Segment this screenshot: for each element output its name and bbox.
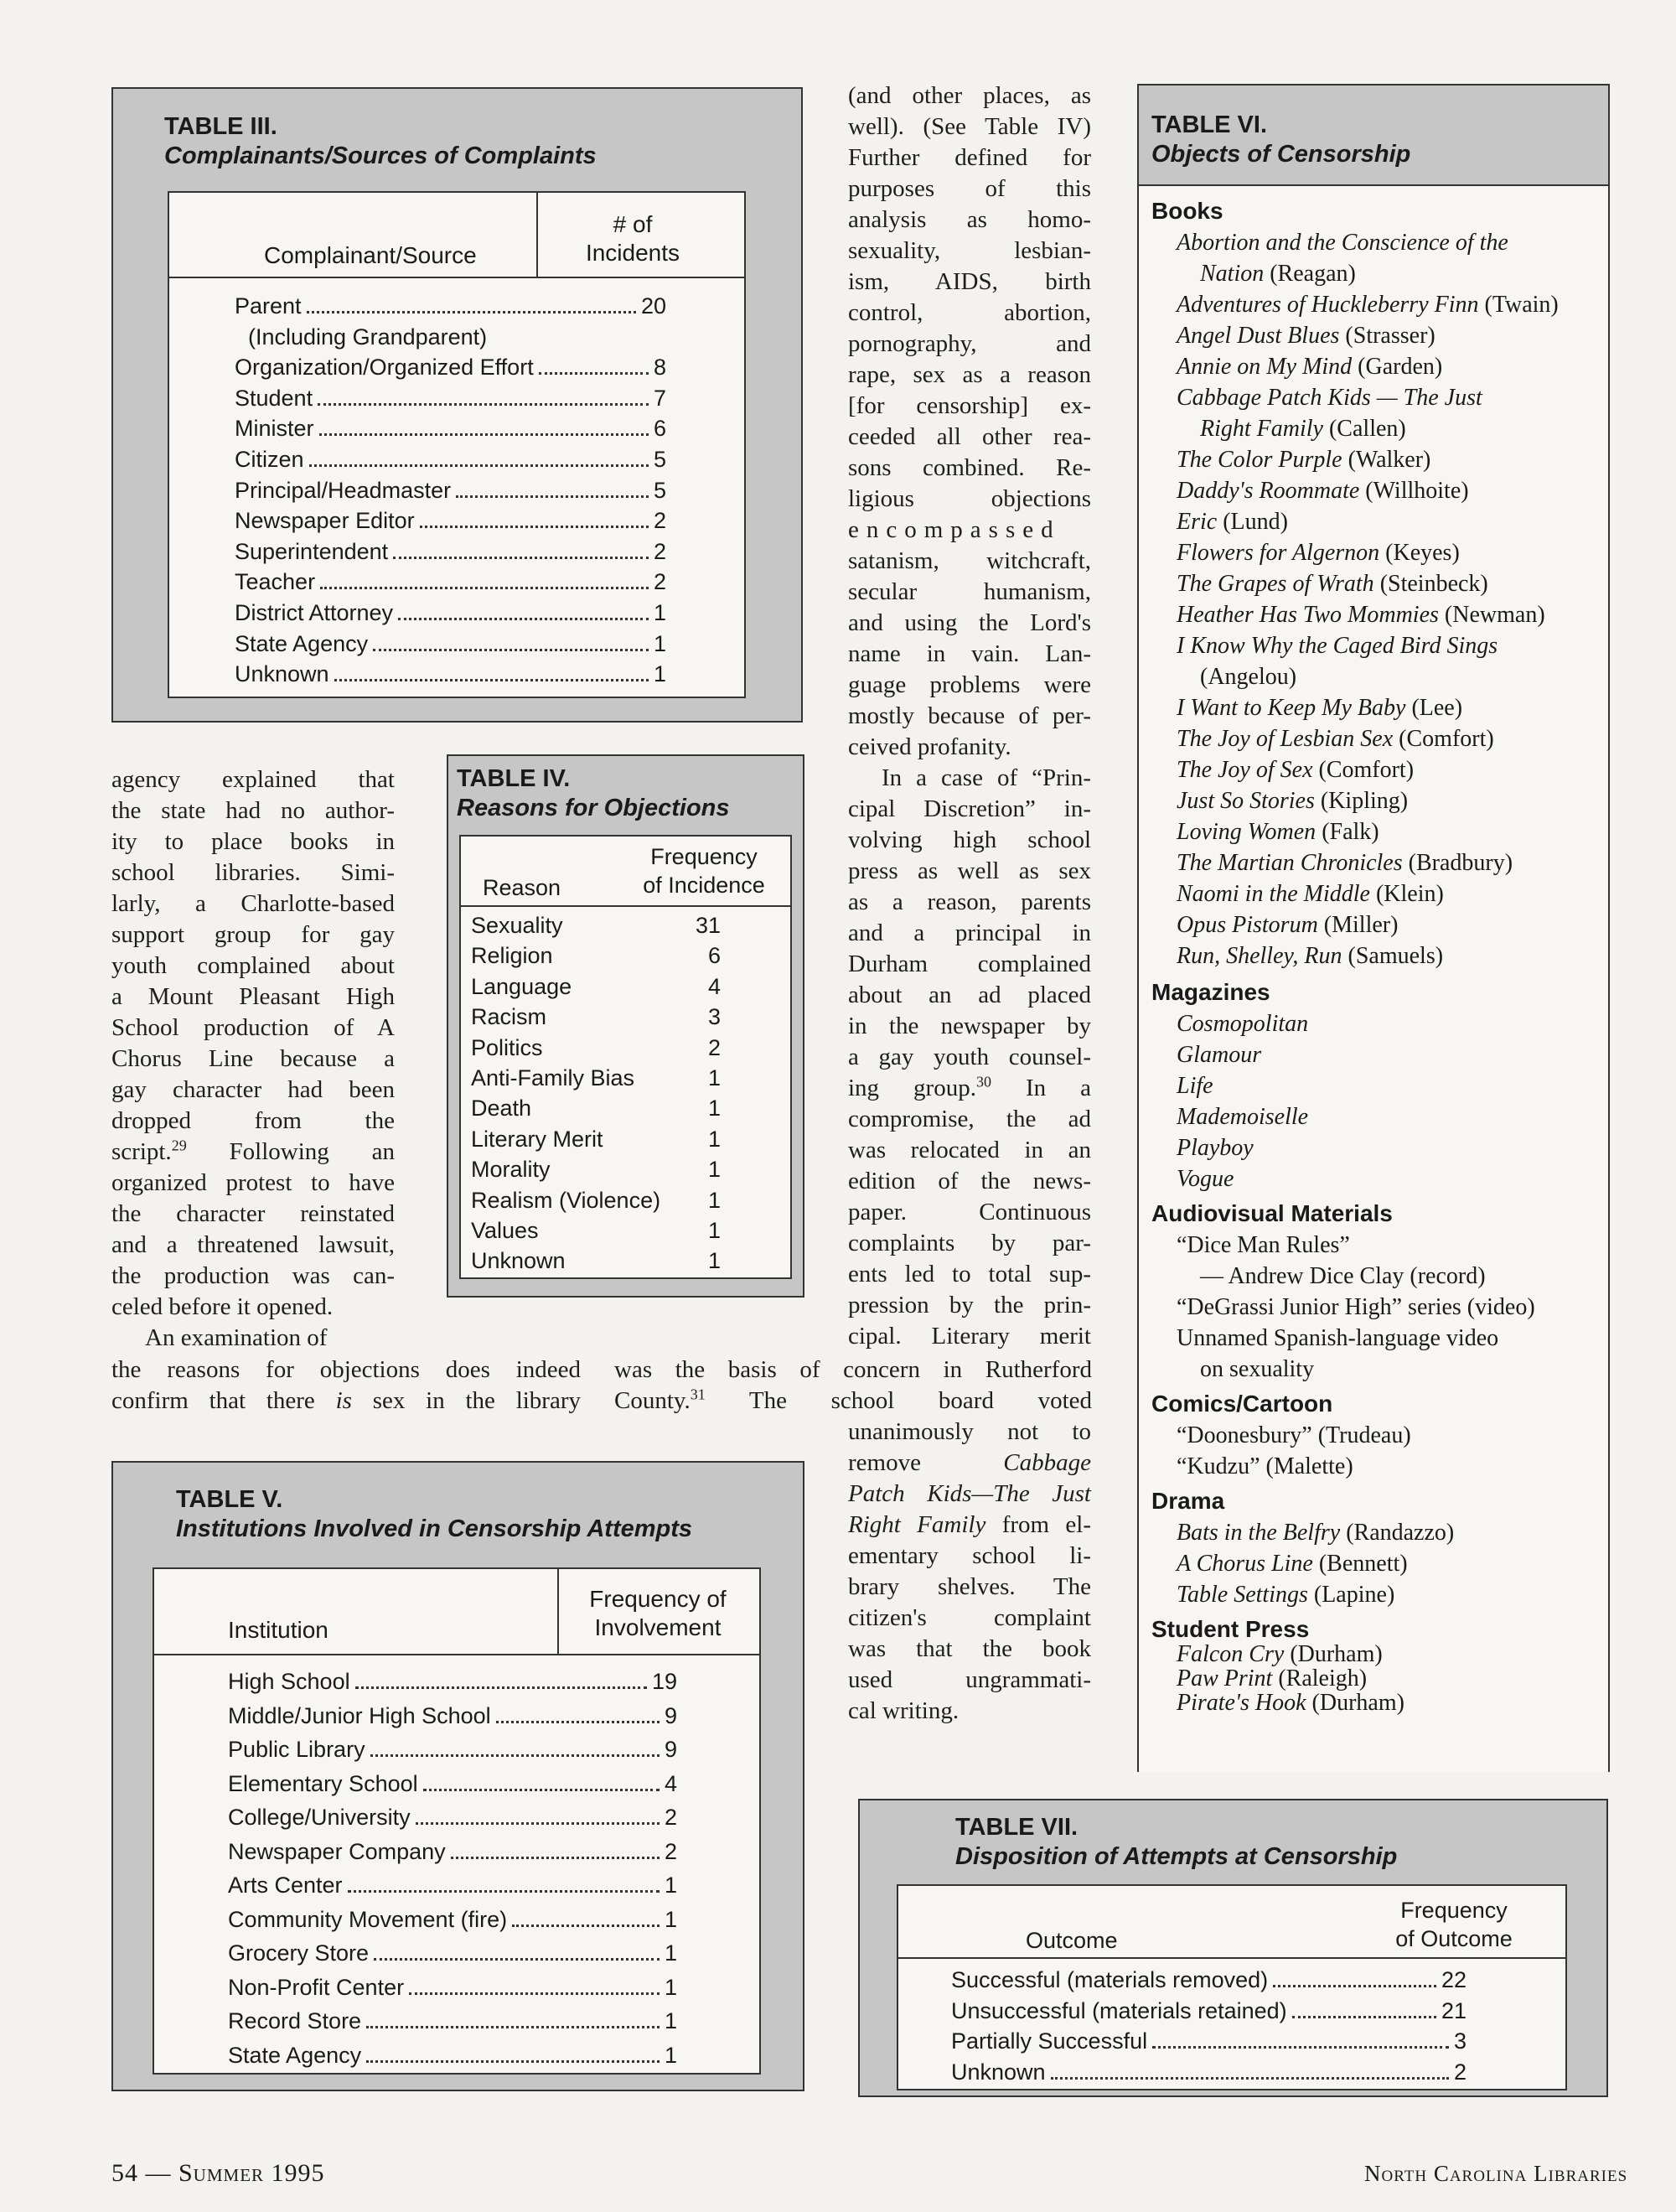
table4-row-value: 1 — [707, 1157, 721, 1183]
dot-leader — [307, 291, 636, 313]
table3-row-label: Student — [235, 385, 313, 411]
table3-row — [235, 659, 666, 689]
table5-row-label: Non-Profit Center — [228, 1974, 405, 2000]
table4-row-label: Literary Merit — [471, 1126, 603, 1152]
book-entry: Adventures of Huckleberry Finn (Twain) — [1177, 292, 1559, 318]
book-entry: The Joy of Sex (Comfort) — [1177, 757, 1415, 783]
table5-row — [228, 1972, 677, 2002]
left-column-text: agency explained that the state had no author- ity to place books in school libraries. Simi- larly, a Charlotte-based support group for gay youth complained about a Mount Pleasant High School production of A Chorus Line because a gay character had been dropped from the script.$^{29}$ Following an organized protest to have the character reinstated and a threatened lawsuit, the production was can- celed before it opened. An examination of — [111, 766, 395, 1351]
book-entry: Daddy's Roommate (Willhoite) — [1177, 478, 1469, 504]
table4-row-value: 1 — [707, 1187, 721, 1213]
table4-row-label: Morality — [471, 1157, 551, 1183]
table3-row — [235, 567, 666, 597]
table5-row — [228, 1666, 677, 1697]
table5-row — [228, 1904, 677, 1935]
from-el: from el- — [1001, 1511, 1091, 1538]
dot-leader — [539, 352, 649, 375]
book-entry: Nation (Reagan) — [1200, 261, 1356, 287]
table3-row-label: (Including Grandparent) — [248, 324, 488, 350]
table3-row — [235, 536, 666, 567]
table7-row-label: Partially Successful — [951, 2028, 1148, 2054]
table3-row-value: 2 — [653, 569, 666, 595]
table-7-subtitle: Disposition of Attempts at Censorship — [955, 1843, 1398, 1870]
table7-row-value: 21 — [1441, 1997, 1466, 2023]
dot-leader — [366, 2040, 660, 2063]
middle-column-bottom: unanimously not to remove Cabbage Patch Kids—The Just Right Family from el- ementary school li- brary shelves. The citizen's complaint was that the book used ungrammati- cal writing. — [848, 1418, 1091, 1724]
magazine-entry: Cosmopolitan — [1177, 1011, 1309, 1037]
table5-row-value: 9 — [664, 1702, 677, 1728]
table3-row-value: 8 — [653, 355, 666, 381]
left-wide-text: the reasons for objections does indeed confirm that there is sex in the library — [111, 1356, 581, 1414]
dot-leader — [1051, 2057, 1449, 2080]
audiovisual-entry: Unnamed Spanish-language video — [1177, 1325, 1499, 1351]
table-6-subtitle: Objects of Censorship — [1151, 141, 1411, 168]
table3-row — [235, 322, 666, 352]
table5-row-label: Public Library — [228, 1737, 365, 1762]
audiovisual-heading: Audiovisual Materials — [1151, 1200, 1393, 1226]
table-5-label: TABLE V. — [176, 1486, 283, 1513]
dot-leader — [370, 1734, 660, 1757]
table5-row-label: High School — [228, 1669, 350, 1694]
dot-leader — [393, 536, 649, 559]
student-press-entry: Falcon Cry (Durham) — [1177, 1641, 1383, 1667]
dot-leader — [309, 444, 649, 467]
table-4-col2-header: Frequency of Incidence — [643, 844, 765, 898]
table-3-col-divider — [536, 191, 538, 277]
table3-row-label: Minister — [235, 416, 314, 442]
drama-entry: A Chorus Line (Bennett) — [1177, 1551, 1408, 1577]
table3-row-value: 2 — [653, 508, 666, 534]
dot-leader — [319, 413, 649, 436]
table3-row-value: 5 — [653, 477, 666, 503]
middle-wide-text: was the basis of concern in Rutherford County.$^{31}$ The school board voted — [614, 1356, 1092, 1414]
middle-column-top: (and other places, as well). (See Table IV) Further defined for purposes of this analysis as homo- sexuality, lesbian- ism, AIDS, birth control, abortion, pornography, and rape, sex as a reason [for censorship] ex- ceeded all other rea- sons combined. Re- ligious objections encompassed satanism, witchcraft, secular humanism, and using the Lord's name in vain. Lan- guage problems were mostly because of per- ceived profanity. In a case of “Prin- cipal Discretion” in- volving high school press as well as sex as a reason, parents and a principal in Durham complained about an ad placed in the newspaper by a gay youth counsel- ing group.$^{30}$ In a compromise, the ad was relocated in an edition of the news- paper. Continuous complaints by par- ents led to total sup- pression by the prin- cipal. Literary merit — [848, 82, 1091, 1349]
table5-row — [228, 1802, 677, 1832]
table-5-subtitle: Institutions Involved in Censorship Attempts — [176, 1515, 693, 1542]
table5-row-value: 1 — [664, 1873, 677, 1898]
table3-row — [235, 505, 666, 536]
book-entry: Run, Shelley, Run (Samuels) — [1177, 943, 1444, 969]
table-7-col2-header: Frequency of Outcome — [1395, 1898, 1513, 1951]
table-4-header-rule — [459, 905, 792, 907]
table3-row-label: District Attorney — [235, 600, 394, 625]
book-entry: The Joy of Lesbian Sex (Comfort) — [1177, 726, 1494, 752]
table-3-header-rule — [168, 277, 746, 278]
table3-row-label: State Agency — [235, 630, 369, 656]
table3-row — [235, 383, 666, 413]
student-press-heading: Student Press — [1151, 1616, 1310, 1642]
table5-row — [228, 1938, 677, 1968]
table5-row-value: 1 — [664, 2042, 677, 2068]
audiovisual-entry: — Andrew Dice Clay (record) — [1200, 1263, 1486, 1289]
table7-row-value: 2 — [1453, 2059, 1466, 2085]
dot-leader — [416, 1802, 660, 1825]
table3-row-value: 1 — [653, 600, 666, 625]
table-4-label: TABLE IV. — [457, 765, 571, 792]
table3-row-label: Superintendent — [235, 538, 389, 564]
footer-page-info: 54 — Summer 1995 — [111, 2159, 325, 2187]
dot-leader — [1152, 2026, 1449, 2049]
books-heading: Books — [1151, 198, 1223, 224]
table4-row-value: 1 — [707, 1096, 721, 1122]
table3-row — [235, 413, 666, 443]
drama-heading: Drama — [1151, 1488, 1225, 1514]
table5-row-value: 9 — [664, 1737, 677, 1762]
table4-row-label: Politics — [471, 1034, 543, 1060]
table-5-col2-header: Frequency of Involvement — [589, 1586, 727, 1640]
book-entry: The Color Purple (Walker) — [1177, 447, 1431, 473]
title-end: Right Family — [848, 1511, 986, 1538]
dot-leader — [373, 629, 649, 651]
table4-row-label: Language — [471, 973, 572, 999]
table3-row-value: 5 — [653, 447, 666, 472]
book-entry: Angel Dust Blues (Strasser) — [1177, 323, 1435, 349]
dot-leader — [1292, 1996, 1436, 2018]
table4-row-label: Anti-Family Bias — [471, 1065, 635, 1090]
table-3-subtitle: Complainants/Sources of Complaints — [164, 142, 597, 169]
dot-leader — [409, 1972, 660, 1995]
table5-row-value: 1 — [664, 2008, 677, 2033]
table3-row-label: Parent — [235, 293, 302, 319]
magazine-entry: Mademoiselle — [1177, 1104, 1309, 1130]
table3-row-label: Teacher — [235, 569, 316, 595]
table-4-subtitle: Reasons for Objections — [457, 795, 730, 821]
table4-row-label: Racism — [471, 1004, 547, 1030]
dot-leader — [348, 1870, 660, 1893]
table-4-title — [457, 764, 730, 823]
table5-row-label: Grocery Store — [228, 1940, 370, 1966]
book-entry: Heather Has Two Mommies (Newman) — [1177, 602, 1545, 628]
cabbage-word: Cabbage — [1003, 1449, 1091, 1476]
table5-row — [228, 2006, 677, 2036]
student-press-entry: Paw Print (Raleigh) — [1177, 1665, 1368, 1691]
table-3-title — [164, 112, 597, 171]
dot-leader — [496, 1701, 660, 1723]
table4-row-value: 2 — [707, 1034, 721, 1060]
dot-leader — [423, 1769, 660, 1791]
comics-heading: Comics/Cartoon — [1151, 1391, 1333, 1417]
table5-row — [228, 1734, 677, 1764]
table5-row-label: Middle/Junior High School — [228, 1702, 491, 1728]
table7-row-value: 3 — [1453, 2028, 1466, 2054]
table4-row-label: Realism (Violence) — [471, 1187, 661, 1213]
table7-row — [951, 1965, 1466, 1995]
dot-leader — [320, 567, 649, 589]
table-5-col1-header: Institution — [228, 1617, 328, 1643]
book-entry: (Angelou) — [1200, 664, 1297, 690]
remove-word: remove — [848, 1449, 921, 1476]
table5-row — [228, 1870, 677, 1900]
table5-row-label: State Agency — [228, 2042, 362, 2068]
dot-leader — [451, 1836, 660, 1859]
comics-entry: “Doonesbury” (Trudeau) — [1177, 1422, 1411, 1448]
audiovisual-entry: “Dice Man Rules” — [1177, 1232, 1350, 1258]
table4-row-label: Values — [471, 1218, 539, 1243]
table3-row-label: Unknown — [235, 661, 329, 687]
table5-row — [228, 1769, 677, 1799]
table-6-title — [1151, 111, 1410, 169]
book-entry: Opus Pistorum (Miller) — [1177, 912, 1399, 938]
table3-row-value: 1 — [653, 630, 666, 656]
table3-row-value: 7 — [653, 385, 666, 411]
magazines-heading: Magazines — [1151, 979, 1270, 1005]
title-continuation: Patch Kids—The Just — [848, 1480, 1091, 1507]
book-entry: The Martian Chronicles (Bradbury) — [1177, 850, 1513, 876]
table5-row — [228, 2040, 677, 2070]
footer-publication: North Carolina Libraries — [1364, 2161, 1628, 2186]
student-press-entry: Pirate's Hook (Durham) — [1177, 1690, 1404, 1716]
book-entry: Eric (Lund) — [1177, 509, 1288, 535]
table4-row-label: Unknown — [471, 1248, 566, 1274]
table-5-col-divider — [557, 1567, 559, 1654]
book-entry: Just So Stories (Kipling) — [1177, 788, 1409, 814]
table5-row-value: 2 — [664, 1838, 677, 1864]
table7-row-label: Unsuccessful (materials retained) — [951, 1997, 1287, 2023]
table4-row-value: 3 — [707, 1004, 721, 1030]
audiovisual-entry: on sexuality — [1200, 1356, 1315, 1382]
table3-row — [235, 629, 666, 659]
table7-row — [951, 2026, 1466, 2056]
table5-row-value: 1 — [664, 1940, 677, 1966]
table4-row-value: 1 — [707, 1218, 721, 1243]
book-entry: Flowers for Algernon (Keyes) — [1177, 540, 1460, 566]
table7-row-label: Unknown — [951, 2059, 1046, 2085]
dot-leader — [420, 505, 649, 528]
table3-row — [235, 444, 666, 474]
table5-row-value: 4 — [664, 1770, 677, 1796]
table-6-label: TABLE VI. — [1151, 111, 1268, 138]
book-entry: Naomi in the Middle (Klein) — [1177, 881, 1444, 907]
table-3-col2-header: # of Incidents — [585, 211, 680, 266]
dot-leader — [398, 598, 649, 620]
dot-leader — [456, 475, 649, 498]
magazine-entry: Glamour — [1177, 1042, 1262, 1068]
table5-row-label: Record Store — [228, 2008, 362, 2033]
dot-leader — [374, 1938, 660, 1961]
book-entry: Abortion and the Conscience of the — [1177, 230, 1508, 256]
magazine-entry: Playboy — [1177, 1135, 1254, 1161]
book-entry: Right Family (Callen) — [1200, 416, 1406, 442]
table5-row-label: Arts Center — [228, 1873, 343, 1898]
book-entry: I Know Why the Caged Bird Sings — [1177, 633, 1498, 659]
table3-row — [235, 598, 666, 628]
table3-row — [235, 352, 666, 382]
table3-row — [235, 475, 666, 505]
table-3-label: TABLE III. — [164, 113, 277, 140]
table5-row — [228, 1701, 677, 1731]
table3-row-value: 2 — [653, 538, 666, 564]
book-entry: The Grapes of Wrath (Steinbeck) — [1177, 571, 1488, 597]
table5-row-value: 1 — [664, 1906, 677, 1932]
table5-row — [228, 1836, 677, 1867]
table3-row-value: 20 — [640, 293, 666, 319]
table7-row-label: Successful (materials removed) — [951, 1967, 1269, 1992]
dot-leader — [366, 2006, 660, 2028]
table3-row-label: Organization/Organized Effort — [235, 355, 534, 381]
magazine-entry: Vogue — [1177, 1166, 1234, 1192]
dot-leader — [512, 1904, 660, 1927]
table7-row — [951, 2057, 1466, 2087]
table-7-title — [955, 1813, 1397, 1872]
table7-row — [951, 1996, 1466, 2026]
table-7-label: TABLE VII. — [955, 1814, 1079, 1841]
table7-row-value: 22 — [1441, 1967, 1466, 1992]
table5-row-label: Elementary School — [228, 1770, 418, 1796]
table-5-header-rule — [153, 1654, 761, 1655]
table4-row-value: 31 — [695, 913, 721, 938]
dot-leader — [318, 383, 649, 406]
table4-row-value: 6 — [707, 943, 721, 969]
dot-leader — [1273, 1965, 1436, 1987]
table4-row-label: Death — [471, 1096, 532, 1122]
table5-row-value: 1 — [664, 1974, 677, 2000]
audiovisual-entry: “DeGrassi Junior High” series (video) — [1177, 1294, 1535, 1320]
dot-leader — [334, 659, 649, 681]
book-entry: Annie on My Mind (Garden) — [1177, 354, 1443, 380]
table-4-col1-header: Reason — [483, 875, 561, 900]
magazine-entry: Life — [1177, 1073, 1213, 1099]
table3-row-value: 1 — [653, 661, 666, 687]
table5-row-label: College/University — [228, 1805, 411, 1830]
table-7-col1-header: Outcome — [1026, 1928, 1118, 1953]
table3-row-label: Newspaper Editor — [235, 508, 415, 534]
table3-row-value: 6 — [653, 416, 666, 442]
book-entry: Loving Women (Falk) — [1177, 819, 1379, 845]
table-5-title — [176, 1485, 692, 1544]
table5-row-value: 19 — [651, 1669, 677, 1694]
dot-leader — [355, 1666, 647, 1689]
comics-entry: “Kudzu” (Malette) — [1177, 1453, 1353, 1479]
table3-row — [235, 291, 666, 321]
table4-row-value: 1 — [707, 1126, 721, 1152]
book-entry: I Want to Keep My Baby (Lee) — [1177, 695, 1463, 721]
table3-row-label: Principal/Headmaster — [235, 477, 452, 503]
table4-row-value: 1 — [707, 1065, 721, 1090]
table4-row-value: 4 — [707, 973, 721, 999]
drama-entry: Bats in the Belfry (Randazzo) — [1177, 1520, 1455, 1546]
book-entry: Cabbage Patch Kids — The Just — [1177, 385, 1482, 411]
table5-row-label: Community Movement (fire) — [228, 1906, 508, 1932]
table-3-col1-header: Complainant/Source — [264, 242, 477, 268]
table3-row-label: Citizen — [235, 447, 304, 472]
drama-entry: Table Settings (Lapine) — [1177, 1582, 1395, 1608]
table-7-header-rule — [897, 1957, 1567, 1959]
table4-row-label: Religion — [471, 943, 553, 969]
table5-row-value: 2 — [664, 1805, 677, 1830]
table4-row-value: 1 — [707, 1248, 721, 1274]
table4-row-label: Sexuality — [471, 913, 563, 938]
table5-row-label: Newspaper Company — [228, 1838, 446, 1864]
